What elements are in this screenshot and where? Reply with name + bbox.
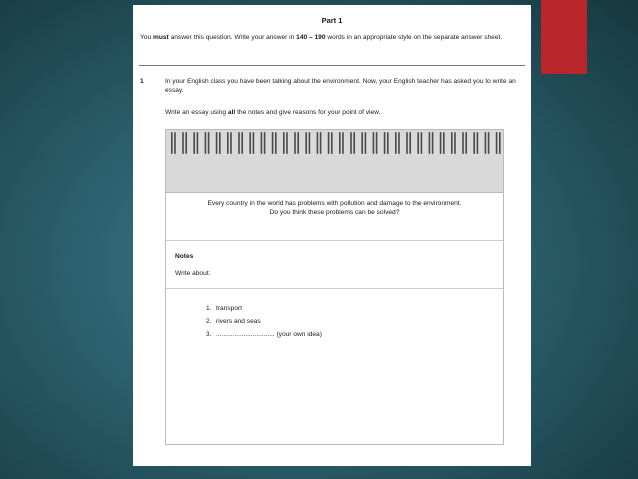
word-range: 140 – 190: [296, 34, 326, 41]
instructions-mid: answer this question. Write your answer in: [168, 34, 297, 41]
spiral-ring: [253, 132, 255, 154]
spiral-ring: [227, 132, 229, 154]
essay-instruction-all: all: [227, 109, 236, 116]
spiral-ring: [443, 132, 445, 154]
spiral-ring: [376, 132, 378, 154]
spiral-ring: [182, 132, 184, 154]
spiral-ring: [462, 132, 464, 154]
spiral-ring: [485, 132, 487, 154]
spiral-ring: [384, 132, 386, 154]
red-accent-bar: [541, 0, 587, 74]
instructions-must: must: [152, 34, 169, 41]
list-item-text: ................................ (your own idea): [216, 330, 322, 338]
essay-instruction-post: the notes and give reasons for your point of view.: [235, 109, 381, 116]
essay-instruction: [165, 109, 519, 118]
spiral-ring: [440, 132, 442, 154]
spiral-ring: [320, 132, 322, 154]
spiral-rings-icon: [166, 130, 503, 160]
spiral-ring: [432, 132, 434, 154]
list-item-text: transport: [216, 305, 243, 312]
list-item-number: 2.: [206, 317, 212, 325]
spiral-ring: [283, 132, 285, 154]
spiral-ring: [275, 132, 277, 154]
question-text: In your English class you have been talking about the environment. Now, your English teacher has asked you to write an essay.: [165, 78, 516, 94]
notes-subtitle: Write about:: [175, 270, 211, 277]
spiral-ring: [171, 132, 173, 154]
spiral-ring: [317, 132, 319, 154]
spiral-ring: [261, 132, 263, 154]
instructions-post: words in an appropriate style on the separate answer sheet.: [325, 34, 503, 41]
spiral-ring: [216, 132, 218, 154]
instructions-pre: You: [140, 34, 153, 41]
spiral-ring: [197, 132, 199, 154]
notepad: [165, 129, 504, 445]
exam-page: [133, 5, 531, 466]
spiral-ring: [365, 132, 367, 154]
spiral-ring: [205, 132, 207, 154]
list-item-text: rivers and seas: [216, 317, 261, 325]
separator-rule: [139, 65, 525, 66]
spiral-ring: [406, 132, 408, 154]
list-item: [206, 318, 322, 327]
spiral-ring: [249, 132, 251, 154]
spiral-ring: [193, 132, 195, 154]
list-item: [206, 331, 322, 340]
prompt-line-2: Do you think these problems can be solved?: [269, 208, 400, 216]
spiral-ring: [429, 132, 431, 154]
spiral-ring: [477, 132, 479, 154]
spiral-ring: [387, 132, 389, 154]
notes-list: [206, 305, 322, 344]
spiral-ring: [398, 132, 400, 154]
spiral-ring: [421, 132, 423, 154]
spiral-ring: [465, 132, 467, 154]
spiral-ring: [417, 132, 419, 154]
spiral-ring: [238, 132, 240, 154]
notes-title: Notes: [175, 253, 194, 260]
spiral-ring: [499, 132, 501, 154]
spiral-ring: [373, 132, 375, 154]
part-title: Part 1: [321, 16, 343, 25]
list-item-number: 3.: [206, 330, 212, 338]
spiral-ring: [361, 132, 363, 154]
spiral-ring: [286, 132, 288, 154]
spiral-ring: [305, 132, 307, 154]
spiral-ring: [339, 132, 341, 154]
spiral-ring: [331, 132, 333, 154]
spiral-binding: [166, 130, 503, 193]
spiral-ring: [350, 132, 352, 154]
spiral-ring: [264, 132, 266, 154]
spiral-ring: [488, 132, 490, 154]
spiral-ring: [208, 132, 210, 154]
notes-divider: [166, 288, 503, 289]
spiral-ring: [496, 132, 498, 154]
question-number: 1: [140, 78, 144, 85]
spiral-ring: [473, 132, 475, 154]
list-item: [206, 305, 322, 314]
essay-instruction-pre: Write an essay using: [165, 109, 228, 116]
instructions: [140, 34, 525, 43]
essay-prompt: [166, 200, 503, 218]
spiral-ring: [294, 132, 296, 154]
spiral-ring: [454, 132, 456, 154]
spiral-ring: [353, 132, 355, 154]
spiral-ring: [174, 132, 176, 154]
spiral-ring: [230, 132, 232, 154]
spiral-ring: [409, 132, 411, 154]
spiral-ring: [241, 132, 243, 154]
spiral-ring: [185, 132, 187, 154]
spiral-ring: [395, 132, 397, 154]
prompt-line-1: Every country in the world has problems with pollution and damage to the environment.: [207, 200, 462, 207]
spiral-ring: [451, 132, 453, 154]
spiral-ring: [297, 132, 299, 154]
spiral-ring: [219, 132, 221, 154]
notepad-divider: [166, 240, 503, 241]
spiral-ring: [328, 132, 330, 154]
spiral-ring: [272, 132, 274, 154]
spiral-ring: [309, 132, 311, 154]
spiral-ring: [342, 132, 344, 154]
list-item-number: 1.: [206, 305, 212, 312]
